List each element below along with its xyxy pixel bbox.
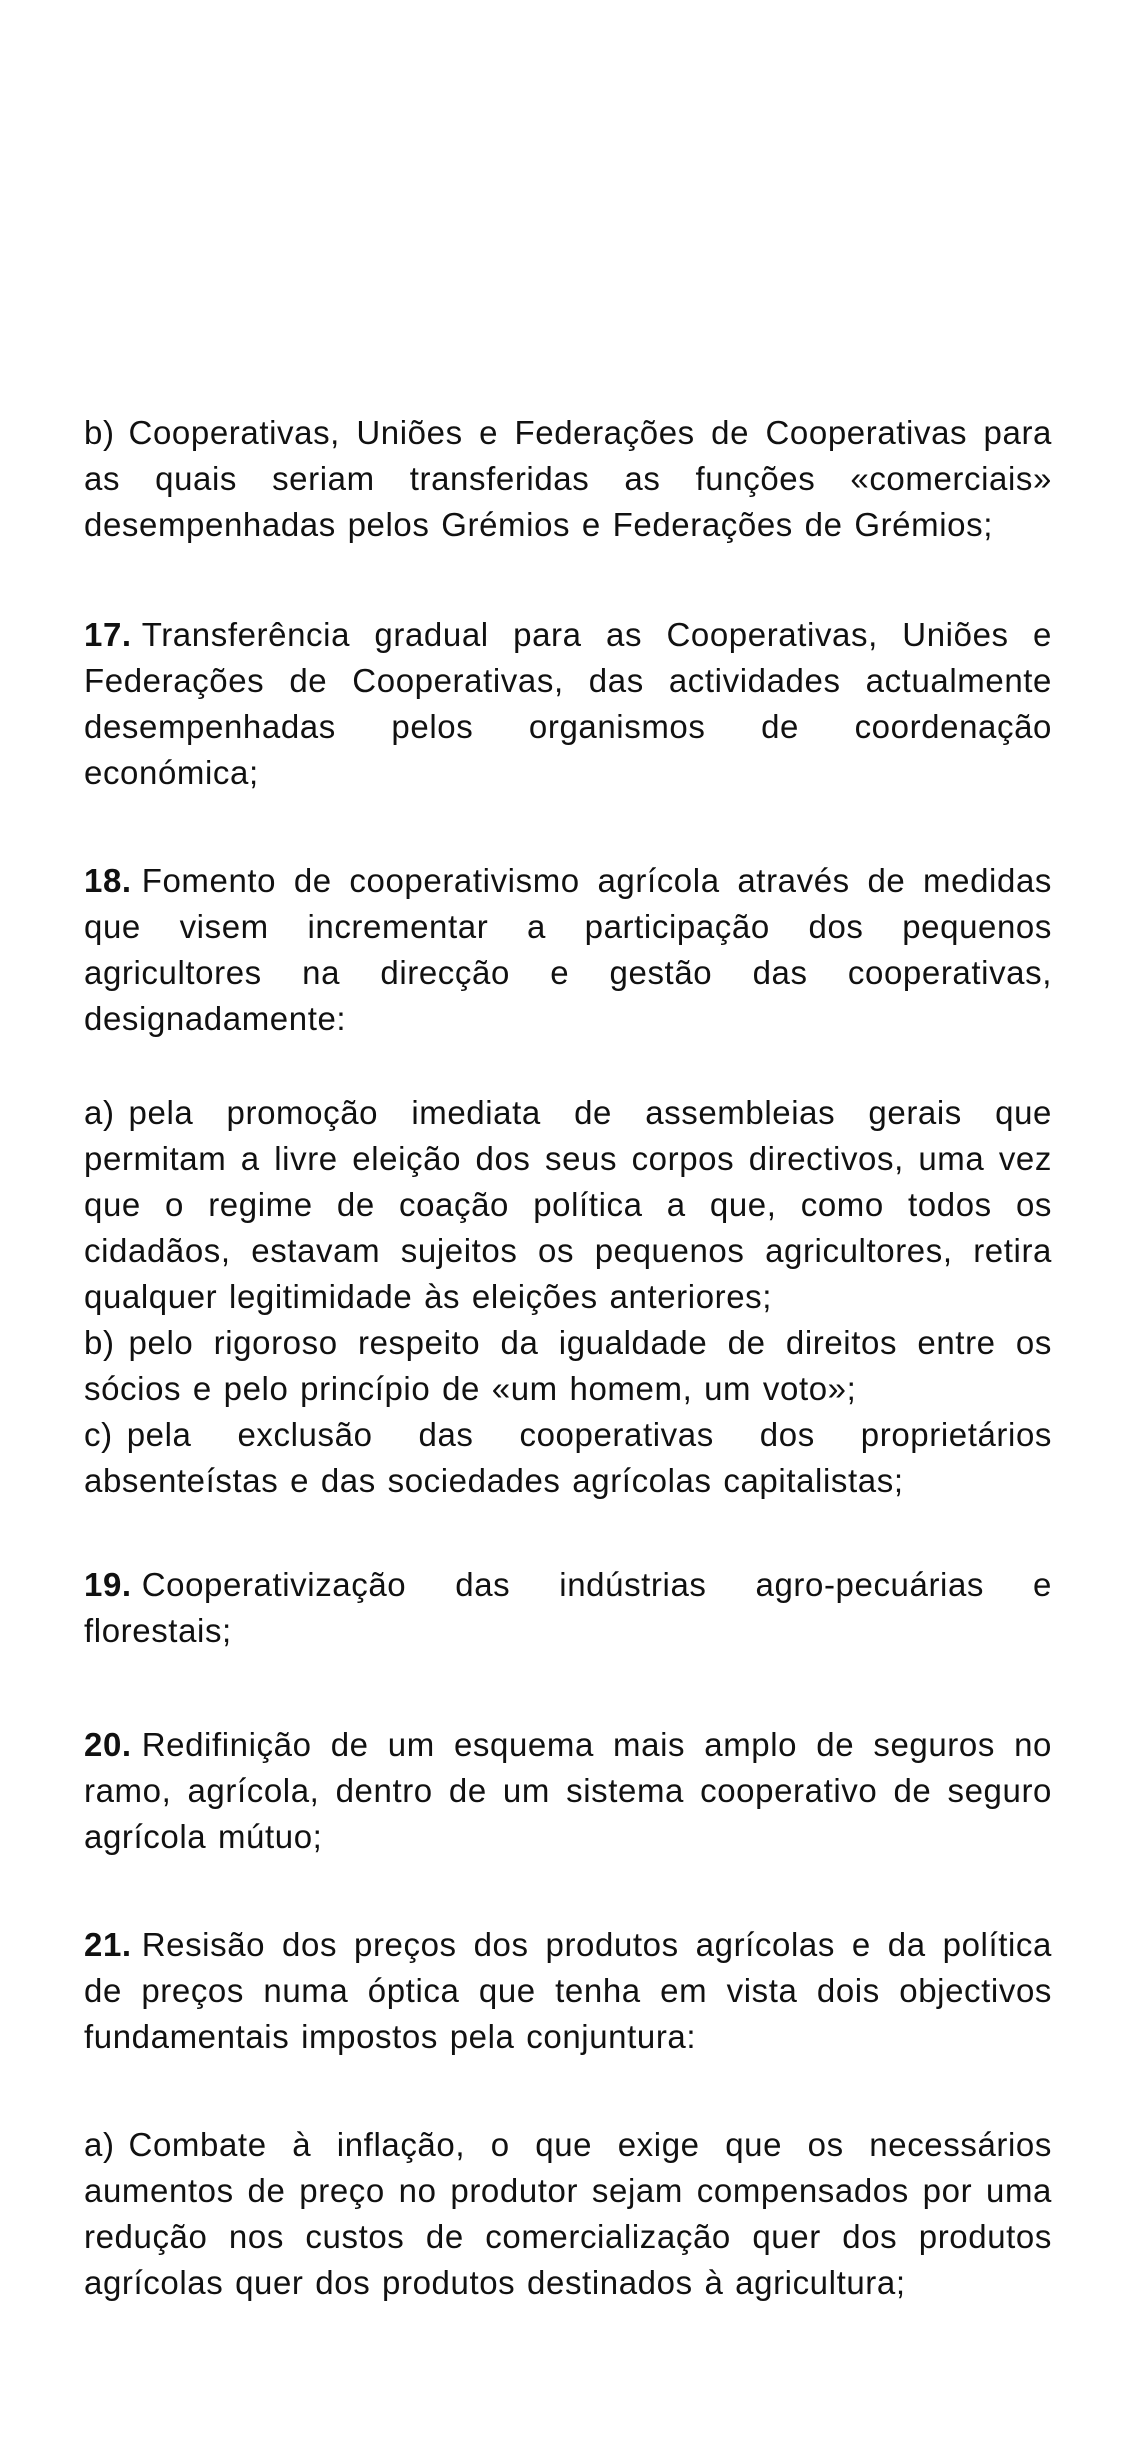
item-number: 20.	[84, 1726, 132, 1763]
list-marker: c)	[84, 1416, 113, 1453]
item-19	[84, 1562, 1052, 1654]
paragraph-text: Fomento de cooperativismo agrícola através de medidas que visem incrementar a participação dos pequenos agricultores na direcção e gestão das cooperativas, designadamente:	[84, 862, 1052, 1037]
paragraph-text: Combate à inflação, o que exige que os necessários aumentos de preço no produtor sejam compensados por uma redução nos custos de comercialização quer dos produtos agrícolas quer dos produtos destinados à agricultura;	[84, 2126, 1052, 2301]
paragraph	[84, 1722, 1052, 1860]
paragraph	[84, 2122, 1052, 2306]
sub-item-text: pela promoção imediata de assembleias gerais que permitam a livre eleição dos seus corpos directivos, uma vez que o regime de coação política a que, como todos os cidadãos, estavam sujeitos os pequenos agricultores, retira qualquer legitimidade às eleições anteriores;	[84, 1094, 1052, 1315]
paragraph	[84, 410, 1052, 548]
item-20	[84, 1722, 1052, 1860]
sub-item-text: pela exclusão das cooperativas dos proprietários absenteístas e das sociedades agrícolas capitalistas;	[84, 1416, 1052, 1499]
sub-item-a	[84, 1090, 1052, 1320]
sub-item-b	[84, 1320, 1052, 1412]
paragraph	[84, 1922, 1052, 2060]
list-marker: b)	[84, 1324, 115, 1361]
clause-b-cooperatives	[84, 410, 1052, 548]
item-number: 17.	[84, 616, 132, 653]
item-number: 21.	[84, 1926, 132, 1963]
paragraph-text: Transferência gradual para as Cooperativas, Uniões e Federações de Cooperativas, das actividades actualmente desempenhadas pelos organismos de coordenação económica;	[84, 616, 1052, 791]
item-number: 18.	[84, 862, 132, 899]
paragraph	[84, 858, 1052, 1042]
list-marker: a)	[84, 1094, 115, 1131]
paragraph	[84, 612, 1052, 796]
paragraph-text: Cooperativização das indústrias agro-pecuárias e florestais;	[84, 1566, 1052, 1649]
item-21	[84, 1922, 1052, 2060]
sub-item-c	[84, 1412, 1052, 1504]
paragraph-text: Cooperativas, Uniões e Federações de Cooperativas para as quais seriam transferidas as funções «comerciais» desempenhadas pelos Grémios e Federações de Grémios;	[84, 414, 1052, 543]
item-18-sublist	[84, 1090, 1052, 1504]
item-17	[84, 612, 1052, 796]
sub-item-text: pelo rigoroso respeito da igualdade de direitos entre os sócios e pelo princípio de «um homem, um voto»;	[84, 1324, 1052, 1407]
paragraph-text: Resisão dos preços dos produtos agrícolas e da política de preços numa óptica que tenha em vista dois objectivos fundamentais impostos pela conjuntura:	[84, 1926, 1052, 2055]
item-18	[84, 858, 1052, 1042]
list-marker: b)	[84, 414, 115, 451]
paragraph	[84, 1562, 1052, 1654]
item-number: 19.	[84, 1566, 132, 1603]
list-marker: a)	[84, 2126, 115, 2163]
paragraph-text: Redifinição de um esquema mais amplo de seguros no ramo, agrícola, dentro de um sistema cooperativo de seguro agrícola mútuo;	[84, 1726, 1052, 1855]
item-21-a	[84, 2122, 1052, 2306]
